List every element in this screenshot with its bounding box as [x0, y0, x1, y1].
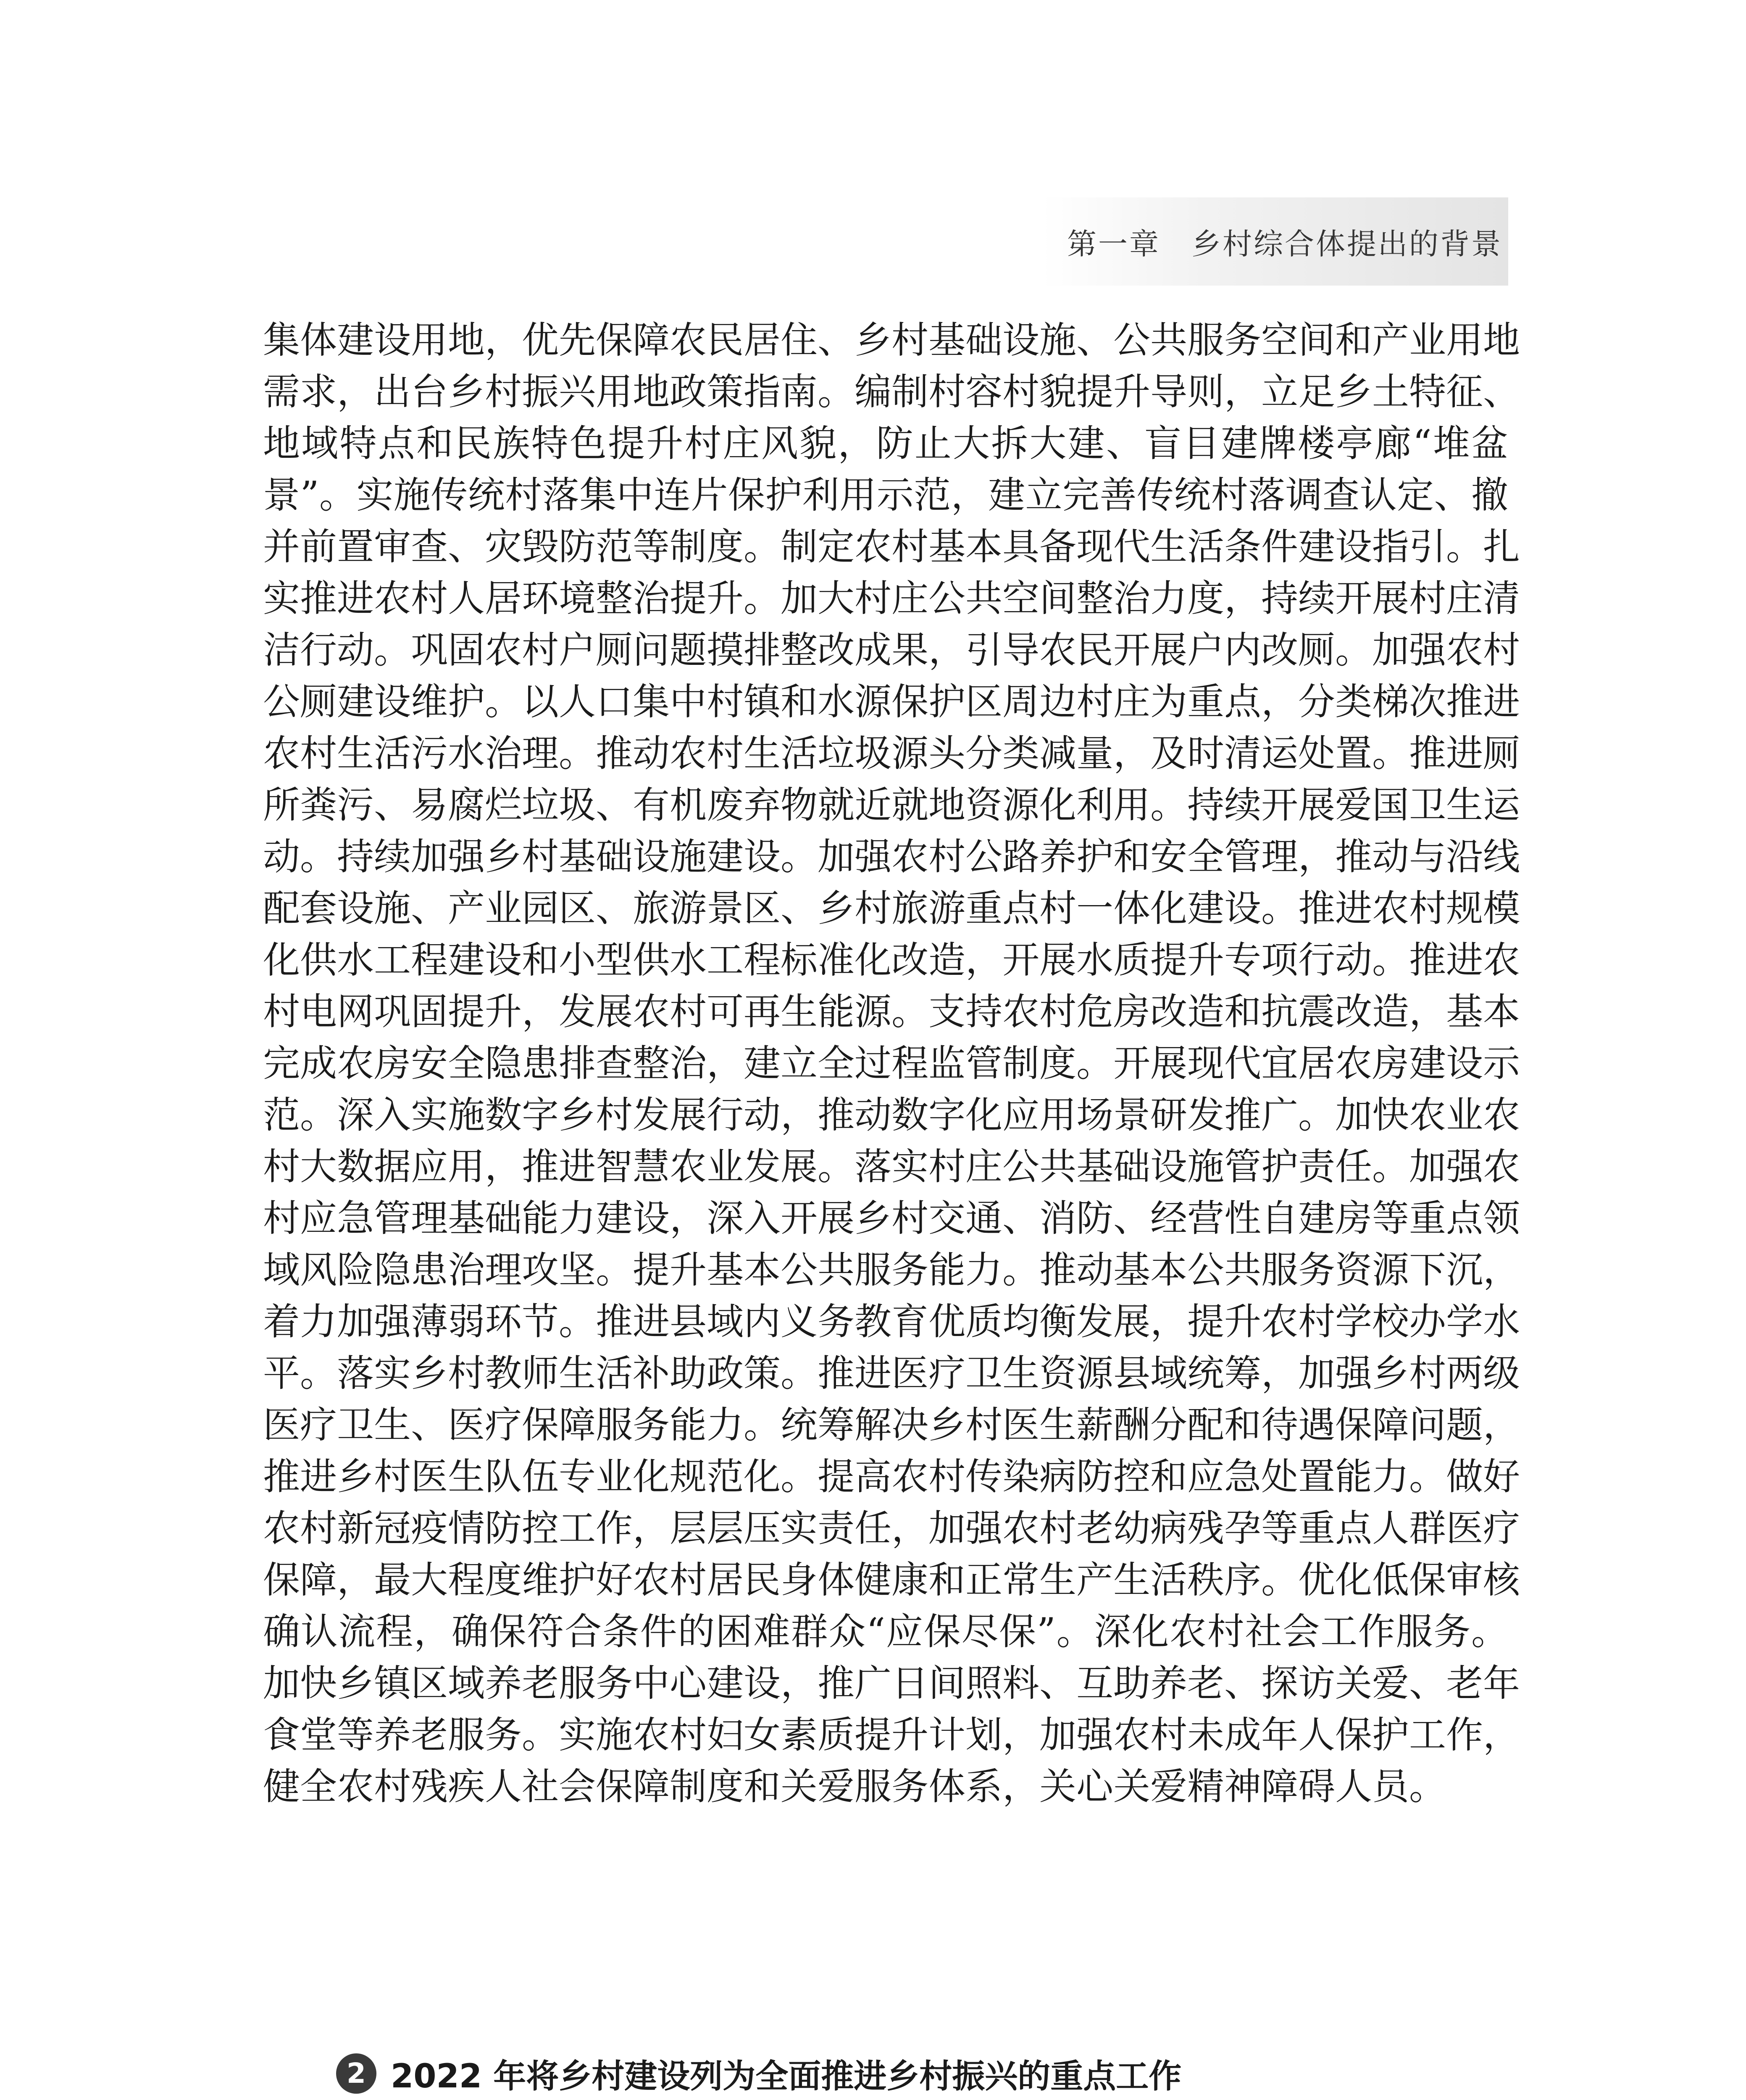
text-line: 食堂等养老服务。实施农村妇女素质提升计划，加强农村未成年人保护工作， — [263, 1713, 1520, 1756]
text-line: 村应急管理基础能力建设，深入开展乡村交通、消防、经营性自建房等重点领 — [263, 1197, 1520, 1240]
text-line: 景”。实施传统村落集中连片保护利用示范，建立完善传统村落调查认定、撤 — [263, 473, 1508, 517]
text-line: 配套设施、产业园区、旅游景区、乡村旅游重点村一体化建设。推进农村规模 — [263, 887, 1520, 930]
text-line: 所粪污、易腐烂垃圾、有机废弃物就近就地资源化利用。持续开展爱国卫生运 — [263, 783, 1520, 827]
text-line: 化供水工程建设和小型供水工程标准化改造，开展水质提升专项行动。推进农 — [263, 938, 1520, 982]
text-line: 动。持续加强乡村基础设施建设。加强农村公路养护和安全管理，推动与沿线 — [263, 835, 1520, 878]
text-line: 推进乡村医生队伍专业化规范化。提高农村传染病防控和应急处置能力。做好 — [263, 1455, 1520, 1498]
text-line: 需求，出台乡村振兴用地政策指南。编制村容村貌提升导则，立足乡土特征、 — [263, 370, 1520, 413]
text-line: 范。深入实施数字乡村发展行动，推动数字化应用场景研发推广。加快农业农 — [263, 1093, 1520, 1137]
text-line: 集体建设用地，优先保障农民居住、乡村基础设施、公共服务空间和产业用地 — [263, 318, 1520, 362]
text-line: 确认流程，确保符合条件的困难群众“应保尽保”。深化农村社会工作服务。 — [263, 1610, 1508, 1653]
text-line: 着力加强薄弱环节。推进县域内义务教育优质均衡发展，提升农村学校办学水 — [263, 1300, 1520, 1343]
text-line: 并前置审查、灾毁防范等制度。制定农村基本具备现代生活条件建设指引。扎 — [263, 525, 1520, 568]
text-line: 村电网巩固提升，发展农村可再生能源。支持农村危房改造和抗震改造，基本 — [263, 990, 1520, 1033]
text-line: 医疗卫生、医疗保障服务能力。统筹解决乡村医生薪酬分配和待遇保障问题， — [263, 1403, 1520, 1446]
text-line: 域风险隐患治理攻坚。提升基本公共服务能力。推动基本公共服务资源下沉， — [263, 1248, 1520, 1292]
body-paragraph — [263, 314, 1520, 1812]
text-line: 平。落实乡村教师生活补助政策。推进医疗卫生资源县域统筹，加强乡村两级 — [263, 1352, 1520, 1395]
chapter-title: 第一章 乡村综合体提出的背景 — [1067, 226, 1502, 261]
text-line: 农村生活污水治理。推动农村生活垃圾源头分类减量，及时清运处置。推进厕 — [263, 732, 1520, 775]
text-line: 地域特点和民族特色提升村庄风貌，防止大拆大建、盲目建牌楼亭廊“堆盆 — [263, 422, 1508, 465]
section-heading — [336, 2048, 1181, 2099]
section-number-badge: 2 — [336, 2053, 376, 2094]
running-header — [1042, 197, 1508, 286]
text-line: 公厕建设维护。以人口集中村镇和水源保护区周边村庄为重点，分类梯次推进 — [263, 680, 1520, 723]
text-line: 完成农房安全隐患排查整治，建立全过程监管制度。开展现代宜居农房建设示 — [263, 1042, 1520, 1085]
text-line: 保障，最大程度维护好农村居民身体健康和正常生产生活秩序。优化低保审核 — [263, 1558, 1520, 1601]
text-line: 农村新冠疫情防控工作，层层压实责任，加强农村老幼病残孕等重点人群医疗 — [263, 1507, 1520, 1550]
text-line: 实推进农村人居环境整治提升。加大村庄公共空间整治力度，持续开展村庄清 — [263, 577, 1520, 620]
text-line: 村大数据应用，推进智慧农业发展。落实村庄公共基础设施管护责任。加强农 — [263, 1145, 1520, 1188]
text-line: 加快乡镇区域养老服务中心建设，推广日间照料、互助养老、探访关爱、老年 — [263, 1662, 1520, 1705]
text-line: 健全农村残疾人社会保障制度和关爱服务体系，关心关爱精神障碍人员。 — [263, 1765, 1446, 1808]
text-line: 洁行动。巩固农村户厕问题摸排整改成果，引导农民开展户内改厕。加强农村 — [263, 628, 1520, 672]
section-title: 2022 年将乡村建设列为全面推进乡村振兴的重点工作 — [391, 2057, 1182, 2095]
